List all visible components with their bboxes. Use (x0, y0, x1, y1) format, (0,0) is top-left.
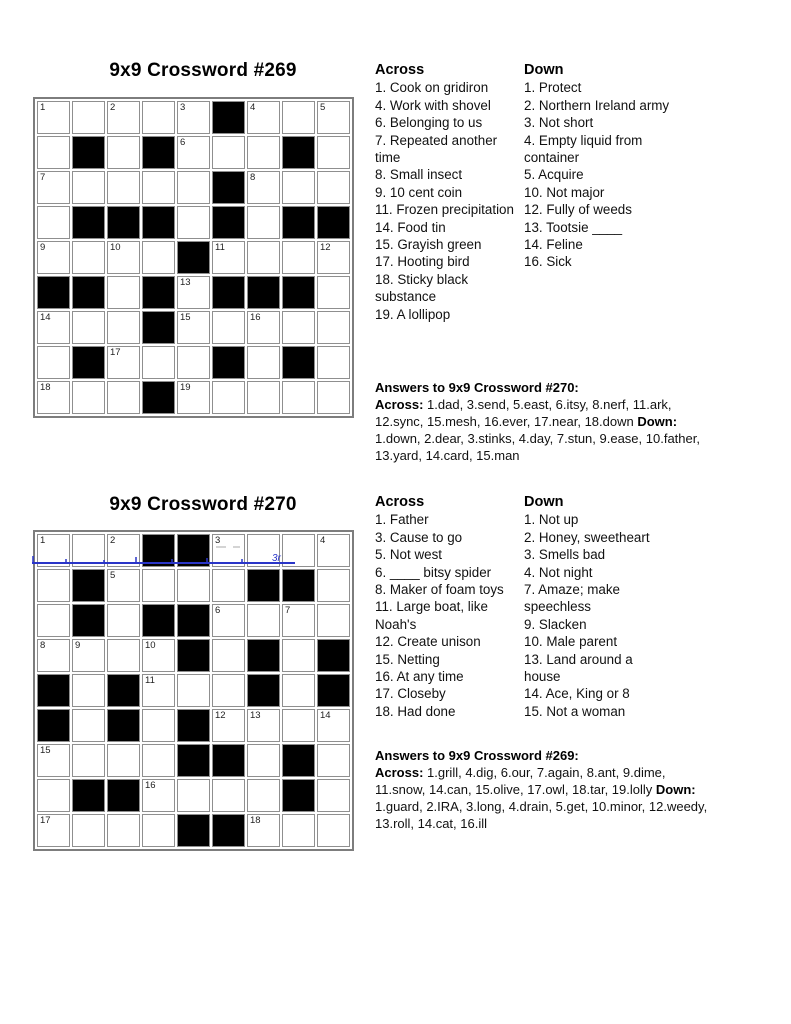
clue-item: 14. Food tin (375, 219, 446, 235)
grid-cell (142, 709, 175, 742)
clues-panel (375, 62, 692, 323)
black-cell (282, 276, 315, 309)
black-cell (177, 241, 210, 274)
cell-number: 2 (110, 102, 116, 113)
clue-item: 11. Frozen precipitation (375, 202, 514, 218)
clue-item: 7. Amaze; make speechless (524, 582, 621, 615)
cell-number: 18 (250, 815, 261, 826)
grid-cell (282, 639, 315, 672)
clue-item: 3. Cause to go (375, 529, 463, 545)
cell-number: 11 (145, 675, 155, 686)
grid-cell (37, 381, 70, 414)
grid-cell (107, 744, 140, 777)
grid-cell (212, 709, 245, 742)
grid-cell (142, 569, 175, 602)
black-cell (282, 206, 315, 239)
black-cell (212, 206, 245, 239)
grid-cell (282, 171, 315, 204)
clue-item: 19. A lollipop (375, 306, 451, 322)
grid-cell (282, 604, 315, 637)
black-cell (142, 604, 175, 637)
cell-number: 1 (40, 535, 46, 546)
grid-cell (317, 744, 350, 777)
grid-cell (212, 241, 245, 274)
clue-item: 10. Not major (524, 184, 605, 200)
grid-cell (177, 311, 210, 344)
grid-cell (37, 346, 70, 379)
clue-item: 4. Not night (524, 564, 593, 580)
clue-item: 1. Not up (524, 512, 579, 528)
grid-cell (72, 709, 105, 742)
clues-panel (375, 494, 659, 720)
clue-item: 1. Cook on gridiron (375, 80, 489, 96)
grid-cell (177, 779, 210, 812)
black-cell (142, 206, 175, 239)
grid-cell (107, 311, 140, 344)
answer-line: Across: 1.grill, 4.dig, 6.our, 7.again, 8.ant, 9.dime, (375, 765, 666, 780)
answer-line: 1.guard, 2.IRA, 3.long, 4.drain, 5.get, 10.minor, 12.weedy, (375, 799, 708, 814)
grid-cell (37, 171, 70, 204)
grid-cell (212, 381, 245, 414)
clue-item: 15. Netting (375, 651, 440, 667)
grid-cell (37, 101, 70, 134)
clue-item: 6. Belonging to us (375, 115, 483, 131)
grid-cell (282, 709, 315, 742)
grid-cell (317, 569, 350, 602)
grid-cell (247, 206, 280, 239)
grid-cell (37, 206, 70, 239)
black-cell (72, 569, 105, 602)
grid-cell (107, 171, 140, 204)
black-cell (72, 206, 105, 239)
black-cell (212, 276, 245, 309)
cell-number: 5 (110, 570, 116, 581)
cell-number: 2 (110, 535, 116, 546)
cell-number: 6 (215, 605, 221, 616)
cell-number: 3 (215, 535, 221, 546)
down-heading: Down (524, 62, 564, 78)
puzzle-title: 9x9 Crossword #270 (109, 494, 297, 515)
grid-cell (317, 136, 350, 169)
clue-item: 16. Sick (524, 254, 572, 270)
answer-line: Across: 1.dad, 3.send, 5.east, 6.itsy, 8.nerf, 11.ark, (375, 397, 672, 412)
cell-number: 18 (40, 382, 51, 393)
crossword-grid (33, 530, 354, 851)
grid-cell (142, 639, 175, 672)
clue-item: 12. Create unison (375, 634, 481, 650)
down-clue-list (524, 79, 692, 270)
cell-number: 13 (250, 710, 261, 721)
grid-cell (247, 136, 280, 169)
grid-cell (282, 311, 315, 344)
cell-number: 19 (180, 382, 191, 393)
clue-item: 9. 10 cent coin (375, 184, 463, 200)
grid-cell (212, 136, 245, 169)
ink-annotation-text: 3r (272, 553, 281, 564)
clue-item: 10. Male parent (524, 634, 618, 650)
grid-cell (107, 639, 140, 672)
black-cell (107, 779, 140, 812)
grid-cell (142, 101, 175, 134)
black-cell (72, 276, 105, 309)
cell-number: 15 (40, 745, 51, 756)
grid-cell (107, 101, 140, 134)
grid-cell (142, 674, 175, 707)
grid-cell (72, 744, 105, 777)
answer-line: 13.roll, 14.cat, 16.ill (375, 816, 488, 831)
across-column (375, 494, 517, 720)
cell-number: 4 (320, 535, 326, 546)
black-cell (282, 779, 315, 812)
clue-item: 17. Hooting bird (375, 254, 470, 270)
black-cell (212, 814, 245, 847)
black-cell (37, 276, 70, 309)
black-cell (317, 206, 350, 239)
cell-number: 8 (40, 640, 46, 651)
grid-cell (212, 311, 245, 344)
grid-cell (212, 779, 245, 812)
grid-cell (282, 674, 315, 707)
black-cell (247, 276, 280, 309)
grid-cell (282, 241, 315, 274)
across-clue-list (375, 79, 517, 323)
grid-cell (317, 381, 350, 414)
clue-item: 9. Slacken (524, 616, 587, 632)
black-cell (72, 779, 105, 812)
clue-item: 6. ____ bitsy spider (375, 564, 492, 580)
clue-item: 18. Sticky black substance (375, 271, 469, 305)
grid-cell (107, 241, 140, 274)
puzzle-title: 9x9 Crossword #269 (109, 60, 297, 81)
cell-number: 6 (180, 137, 186, 148)
grid-cell (37, 569, 70, 602)
clue-item: 8. Small insect (375, 167, 463, 183)
clue-item: 2. Honey, sweetheart (524, 529, 650, 545)
grid-cell (247, 744, 280, 777)
black-cell (212, 101, 245, 134)
grid-cell (177, 569, 210, 602)
cell-number: 16 (145, 780, 156, 791)
grid-cell (177, 674, 210, 707)
grid-cell (37, 814, 70, 847)
grid-cell (282, 381, 315, 414)
grid-cell (37, 604, 70, 637)
black-cell (142, 381, 175, 414)
black-cell (317, 674, 350, 707)
grid-cell (247, 381, 280, 414)
grid-cell (107, 569, 140, 602)
down-heading: Down (524, 494, 564, 510)
grid-cell (72, 674, 105, 707)
grid-cell (282, 814, 315, 847)
cell-number: 17 (110, 347, 121, 358)
grid-cell (72, 171, 105, 204)
clue-item: 11. Large boat, like Noah's (375, 599, 488, 632)
grid-cell (37, 639, 70, 672)
grid-cell (142, 171, 175, 204)
cell-number: 8 (250, 172, 256, 183)
grid-cell (142, 779, 175, 812)
grid-cell (107, 381, 140, 414)
cell-number: 10 (145, 640, 156, 651)
grid-cell (142, 241, 175, 274)
grid-cell (72, 814, 105, 847)
cell-number: 5 (320, 102, 326, 113)
grid-cell (247, 346, 280, 379)
down-column (524, 62, 692, 323)
grid-cell (247, 171, 280, 204)
clue-item: 17. Closeby (375, 686, 446, 702)
grid-cell (247, 604, 280, 637)
grid-cell (317, 814, 350, 847)
black-cell (177, 639, 210, 672)
black-cell (142, 136, 175, 169)
clue-item: 12. Fully of weeds (524, 202, 632, 218)
cell-number: 16 (250, 312, 261, 323)
across-clue-list (375, 511, 517, 720)
crossword-grid (33, 97, 354, 418)
grid-cell (317, 534, 350, 567)
grid-cell (72, 639, 105, 672)
grid-cell (177, 136, 210, 169)
clue-item: 2. Northern Ireland army (524, 97, 670, 113)
clue-item: 13. Land around a house (524, 651, 633, 685)
clue-item: 7. Repeated another time (375, 132, 498, 166)
grid-cell (177, 346, 210, 379)
grid-cell (177, 206, 210, 239)
cell-number: 7 (285, 605, 291, 616)
grid-cell (72, 241, 105, 274)
clue-item: 3. Smells bad (524, 547, 606, 563)
grid-cell (212, 639, 245, 672)
clue-item: 4. Work with shovel (375, 97, 491, 113)
black-cell (212, 171, 245, 204)
across-heading: Across (375, 494, 425, 510)
grid-cell (107, 346, 140, 379)
clue-item: 3. Not short (524, 115, 594, 131)
black-cell (247, 639, 280, 672)
puzzle-section-270 (0, 434, 791, 1024)
black-cell (142, 311, 175, 344)
black-cell (282, 136, 315, 169)
answer-line: 11.snow, 14.can, 15.olive, 17.owl, 18.tar, 19.lolly Down: (375, 782, 696, 797)
grid-cell (142, 814, 175, 847)
grid-cell (247, 311, 280, 344)
black-cell (212, 346, 245, 379)
across-column (375, 62, 517, 323)
clue-item: 15. Not a woman (524, 703, 626, 719)
black-cell (72, 136, 105, 169)
black-cell (212, 744, 245, 777)
ink-annotation (30, 543, 302, 569)
black-cell (282, 346, 315, 379)
grid-cell (212, 674, 245, 707)
grid-cell (37, 744, 70, 777)
grid-cell (107, 136, 140, 169)
grid-cell (107, 814, 140, 847)
grid-cell (72, 381, 105, 414)
black-cell (247, 674, 280, 707)
clue-item: 13. Tootsie ____ (524, 219, 623, 235)
clue-item: 5. Acquire (524, 167, 584, 183)
grid-cell (317, 101, 350, 134)
clue-item: 8. Maker of foam toys (375, 582, 504, 598)
black-cell (37, 709, 70, 742)
grid-cell (177, 276, 210, 309)
grid-cell (317, 171, 350, 204)
grid-cell (212, 569, 245, 602)
answer-line: 12.sync, 15.mesh, 16.ever, 17.near, 18.down Down: (375, 414, 678, 429)
black-cell (177, 814, 210, 847)
cell-number: 12 (215, 710, 226, 721)
grid-cell (177, 381, 210, 414)
across-heading: Across (375, 62, 425, 78)
grid-cell (317, 779, 350, 812)
grid-cell (317, 276, 350, 309)
grid-cell (72, 311, 105, 344)
black-cell (177, 604, 210, 637)
black-cell (247, 569, 280, 602)
grid-cell (37, 241, 70, 274)
grid-cell (177, 101, 210, 134)
grid-cell (317, 346, 350, 379)
cell-number: 14 (40, 312, 51, 323)
grid-cell (37, 311, 70, 344)
clue-item: 1. Protect (524, 80, 582, 96)
grid-cell (142, 346, 175, 379)
black-cell (107, 206, 140, 239)
grid-cell (177, 171, 210, 204)
answer-key-heading: Answers to 9x9 Crossword #269: (375, 748, 579, 763)
grid-cell (247, 709, 280, 742)
answer-key-body (375, 764, 787, 832)
cell-number: 12 (320, 242, 331, 253)
grid-cell (212, 604, 245, 637)
answer-key-heading: Answers to 9x9 Crossword #270: (375, 380, 579, 395)
grid-cell (37, 779, 70, 812)
grid-cell (247, 779, 280, 812)
cell-number: 9 (40, 242, 46, 253)
grid-cell (107, 276, 140, 309)
cell-number: 15 (180, 312, 191, 323)
grid-cell (37, 136, 70, 169)
cell-number: 9 (75, 640, 81, 651)
cell-number: 13 (180, 277, 191, 288)
black-cell (282, 744, 315, 777)
grid-cell (247, 101, 280, 134)
cell-number: 3 (180, 102, 186, 113)
grid-cell (317, 241, 350, 274)
grid-cell (142, 744, 175, 777)
down-clue-list (524, 511, 659, 720)
cell-number: 17 (40, 815, 51, 826)
grid-cell (317, 604, 350, 637)
clue-item: 5. Not west (375, 547, 442, 563)
black-cell (177, 744, 210, 777)
clue-item: 14. Feline (524, 237, 583, 253)
clue-item: 14. Ace, King or 8 (524, 686, 630, 702)
grid-cell (72, 101, 105, 134)
cell-number: 4 (250, 102, 256, 113)
black-cell (107, 674, 140, 707)
answer-line: 1.down, 2.dear, 3.stinks, 4.day, 7.stun, 9.ease, 10.father, (375, 431, 700, 446)
answer-line: 13.yard, 14.card, 15.man (375, 448, 520, 463)
cell-number: 14 (320, 710, 331, 721)
black-cell (107, 709, 140, 742)
cell-number: 1 (40, 102, 46, 113)
grid-cell (247, 814, 280, 847)
black-cell (72, 604, 105, 637)
grid-cell (317, 311, 350, 344)
grid-cell (317, 709, 350, 742)
cell-number: 11 (215, 242, 225, 253)
clue-item: 15. Grayish green (375, 237, 482, 253)
cell-number: 7 (40, 172, 46, 183)
clue-item: 1. Father (375, 512, 429, 528)
grid-cell (247, 241, 280, 274)
clue-item: 4. Empty liquid from container (524, 132, 643, 166)
grid-cell (107, 604, 140, 637)
black-cell (282, 569, 315, 602)
black-cell (72, 346, 105, 379)
black-cell (142, 276, 175, 309)
grid-cell (282, 101, 315, 134)
puzzle-section-269 (0, 0, 791, 463)
clue-item: 18. Had done (375, 703, 456, 719)
clue-item: 16. At any time (375, 669, 464, 685)
black-cell (177, 709, 210, 742)
black-cell (317, 639, 350, 672)
answer-key (375, 747, 787, 832)
cell-number: 10 (110, 242, 121, 253)
black-cell (37, 674, 70, 707)
down-column (524, 494, 659, 720)
